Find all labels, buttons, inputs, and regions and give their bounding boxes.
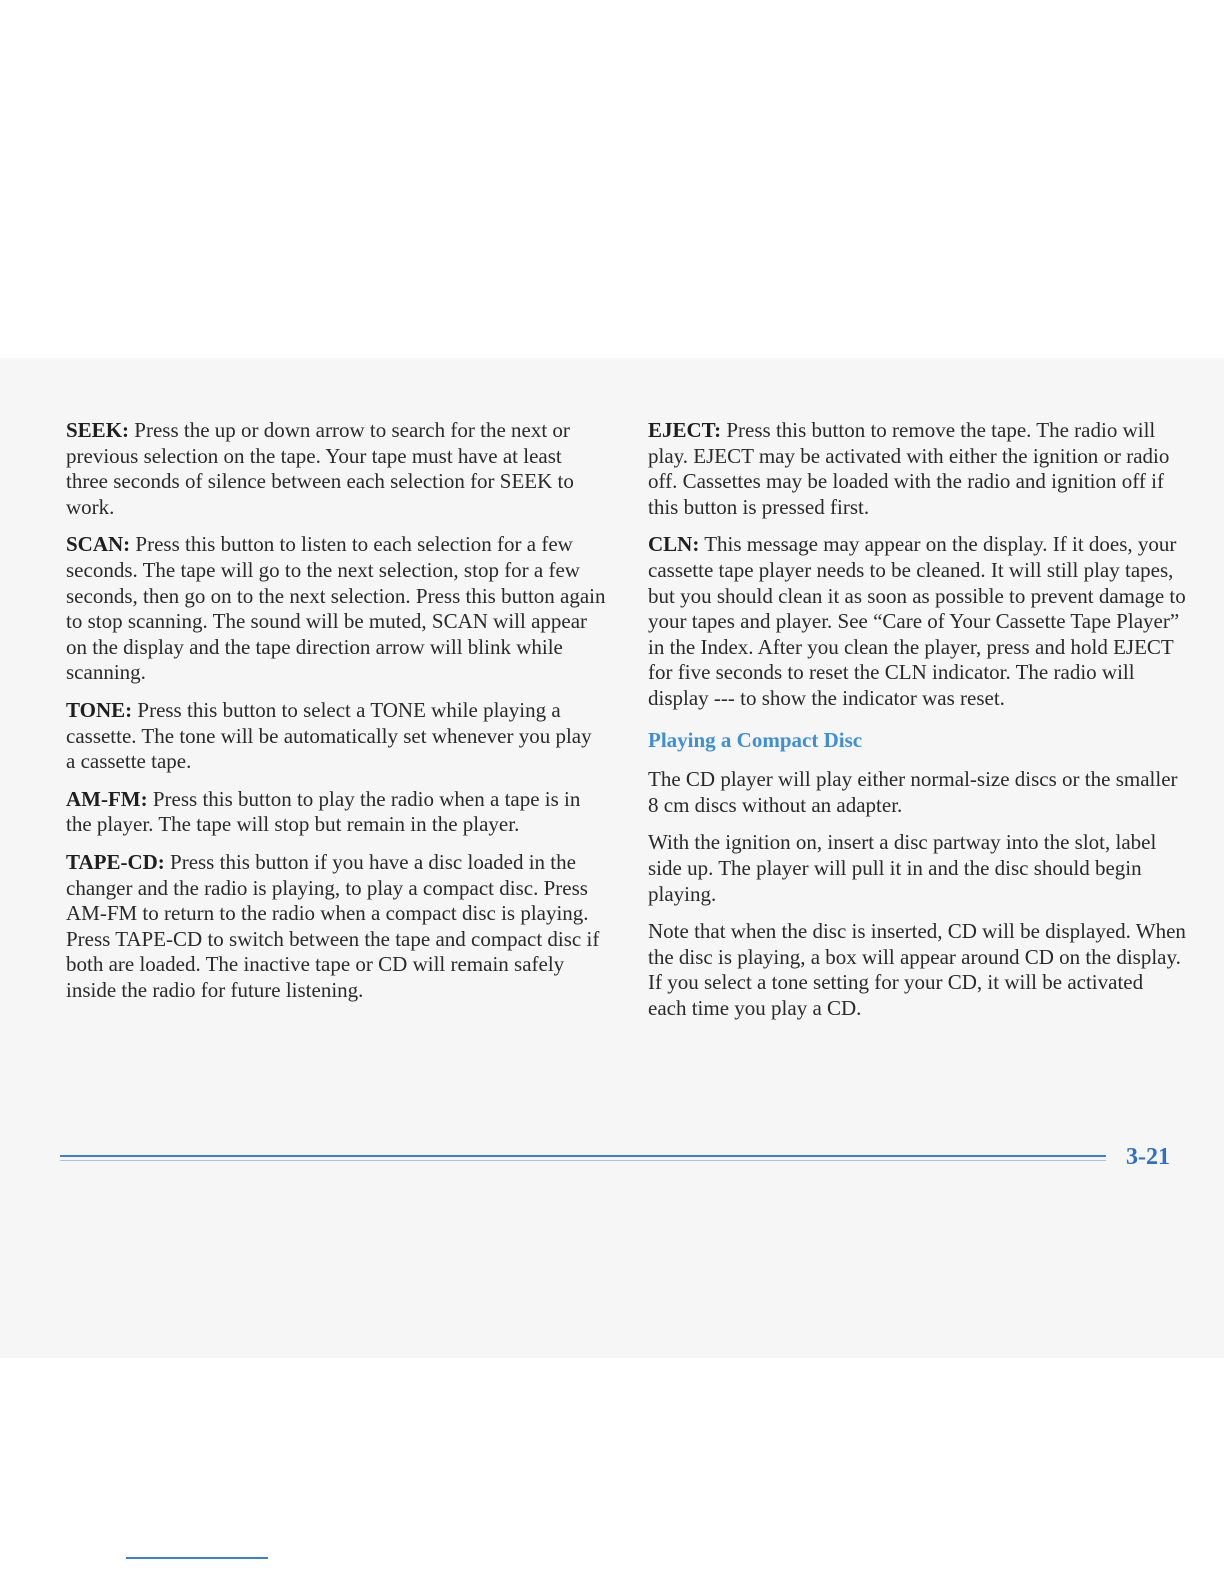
definition-eject — [648, 418, 1186, 520]
section-heading: Playing a Compact Disc — [648, 727, 863, 752]
definition-text: This message may appear on the display. If it does, your cassette tape player needs to be cleaned. It will still play tapes, but you should clean it as soon as possible to prevent damage to your tapes and player. See “Care of Your Cassette Tape Player” in the Index. After you clean the player, press and hold EJECT for five seconds to reset the CLN indicator. The radio will display --- to show the indicator was reset. — [648, 532, 1186, 710]
definition-cln — [648, 532, 1186, 711]
right-column — [648, 418, 1186, 1033]
definition-text: Press this button to select a TONE while playing a cassette. The tone will be automatically set whenever you play a cassette tape. — [66, 697, 592, 774]
definition-text: Press this button to listen to each selection for a few seconds. The tape will go to the next selection, stop for a few seconds, then go on to the next selection. Press this button again to stop scanning. The sound will be muted, SCAN will appear on the display and the tape direction arrow will blink while scanning. — [66, 532, 606, 685]
definition-term: TAPE-CD: — [66, 849, 165, 874]
left-column — [66, 418, 606, 1015]
page-number: 3-21 — [1126, 1144, 1170, 1170]
definition-term: SEEK: — [66, 418, 130, 442]
footer-rule-secondary — [60, 1160, 1106, 1161]
paragraph: The CD player will play either normal-size discs or the smaller 8 cm discs without an adapter. — [648, 767, 1178, 817]
definition-text: Press this button to play the radio when a tape is in the player. The tape will stop but remain in the player. — [66, 786, 581, 837]
definition-am-fm — [66, 787, 606, 838]
paragraph: With the ignition on, insert a disc partway into the slot, label side up. The player will pull it in and the disc should begin playing. — [648, 830, 1157, 906]
definition-term: AM-FM: — [66, 786, 148, 811]
definition-scan — [66, 532, 606, 686]
bottom-rule — [126, 1557, 268, 1559]
footer-rule — [60, 1155, 1106, 1157]
definition-text: Press this button to remove the tape. The radio will play. EJECT may be activated with either the ignition or radio off. Cassettes may be loaded with the radio and ignition off if this button is pressed first. — [648, 418, 1170, 519]
definition-text: Press this button if you have a disc loaded in the changer and the radio is playing, to play a compact disc. Press AM-FM to return to the radio when a compact disc is playing. Press TAPE-CD to switch between the tape and compact disc if both are loaded. The inactive tape or CD will remain safely inside the radio for future listening. — [66, 849, 600, 1002]
definition-seek — [66, 418, 606, 520]
definition-term: EJECT: — [648, 418, 722, 442]
paragraph: Note that when the disc is inserted, CD will be displayed. When the disc is playing, a box will appear around CD on the display. If you select a tone setting for your CD, it will be activated each time you play a CD. — [648, 919, 1186, 1020]
definition-term: TONE: — [66, 697, 133, 722]
definition-text: Press the up or down arrow to search for the next or previous selection on the tape. Your tape must have at least three seconds of silence between each selection for SEEK to work. — [66, 418, 574, 519]
definition-tone — [66, 698, 606, 775]
definition-term: SCAN: — [66, 532, 131, 557]
definition-term: CLN: — [648, 532, 700, 557]
definition-tape-cd — [66, 850, 606, 1004]
